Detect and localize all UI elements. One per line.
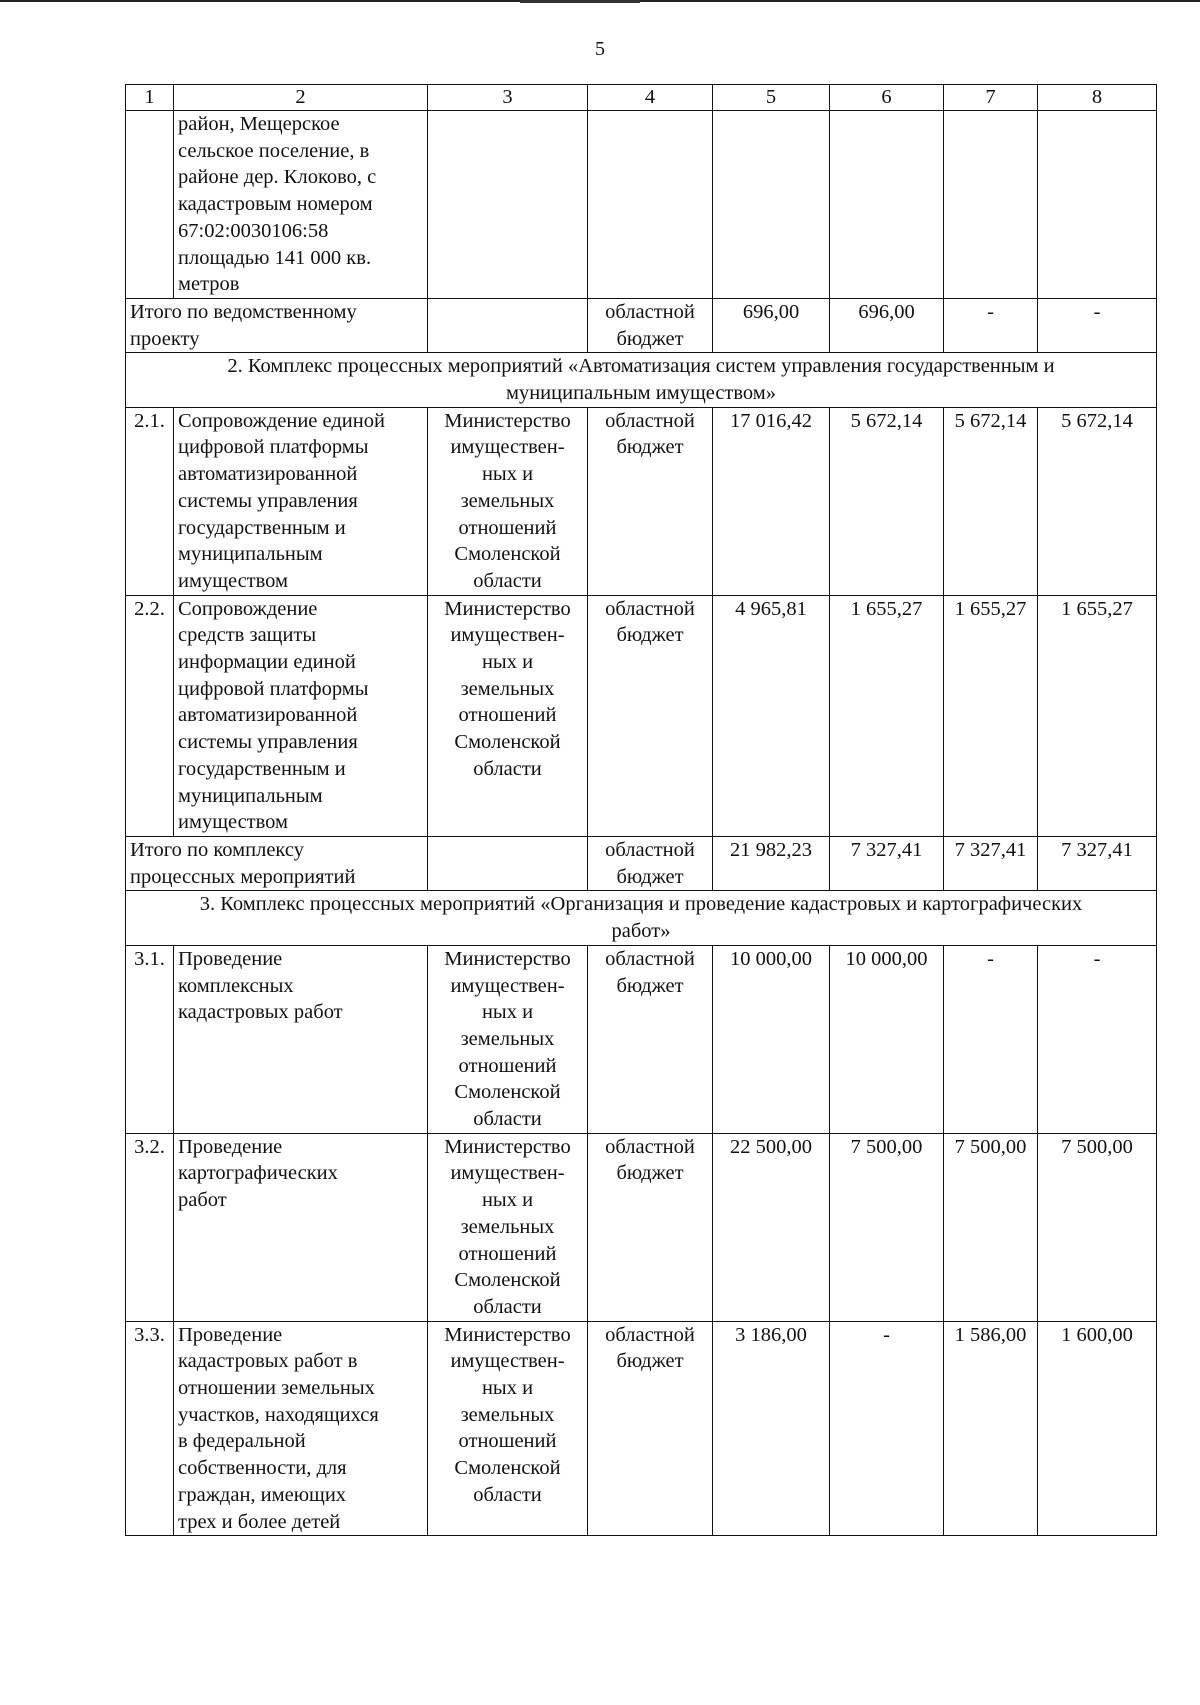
funding-source: областной бюджет: [588, 1133, 713, 1321]
amount-total: 10 000,00: [713, 945, 830, 1133]
row-number: [126, 111, 174, 299]
section-heading-row: [126, 891, 1157, 945]
column-number: 6: [830, 85, 944, 111]
amount-year2: 1 655,27: [944, 595, 1038, 836]
row-number: 2.2.: [126, 595, 174, 836]
amount-year1: 7 327,41: [830, 836, 944, 890]
total-complex-row: [126, 836, 1157, 890]
amount-year2: -: [944, 298, 1038, 352]
amount-year1: 696,00: [830, 298, 944, 352]
amount-total: 3 186,00: [713, 1321, 830, 1536]
activity-name: Проведение комплексных кадастровых работ: [174, 945, 428, 1133]
amount-year3: 1 655,27: [1038, 595, 1157, 836]
activity-name: район, Мещерское сельское поселение, в районе дер. Клоково, с кадастровым номером 67:02:0030106:58 площадью 141 000 кв. метров: [174, 111, 428, 299]
column-number: 4: [588, 85, 713, 111]
column-number-row: [126, 85, 1157, 111]
funding-source: областной бюджет: [588, 407, 713, 595]
activity-name: Сопровождение средств защиты информации единой цифровой платформы автоматизированной системы управления государственным и муниципальным имуществом: [174, 595, 428, 836]
table-row: [126, 1133, 1157, 1321]
amount-year1: 7 500,00: [830, 1133, 944, 1321]
activity-name: Сопровождение единой цифровой платформы автоматизированной системы управления государственным и муниципальным имуществом: [174, 407, 428, 595]
amount-year3: -: [1038, 298, 1157, 352]
table-row: [126, 407, 1157, 595]
amount-year2: 7 327,41: [944, 836, 1038, 890]
budget-table: [125, 84, 1157, 1536]
table-row: [126, 595, 1157, 836]
funding-source: областной бюджет: [588, 1321, 713, 1536]
section-heading-row: [126, 353, 1157, 407]
continuation-row: [126, 111, 1157, 299]
column-number: 1: [126, 85, 174, 111]
amount-year3: 1 600,00: [1038, 1321, 1157, 1536]
total-project-row: [126, 298, 1157, 352]
activity-name: Проведение кадастровых работ в отношении земельных участков, находящихся в федеральной собственности, для граждан, имеющих трех и более детей: [174, 1321, 428, 1536]
activity-name: Проведение картографических работ: [174, 1133, 428, 1321]
amount-year3: -: [1038, 945, 1157, 1133]
total-label: Итого по комплексу процессных мероприятий: [126, 836, 428, 890]
amount-total: 696,00: [713, 298, 830, 352]
amount-year2: -: [944, 945, 1038, 1133]
column-number: 2: [174, 85, 428, 111]
amount-year3: 5 672,14: [1038, 407, 1157, 595]
column-number: 5: [713, 85, 830, 111]
row-number: 2.1.: [126, 407, 174, 595]
amount-year1: 5 672,14: [830, 407, 944, 595]
responsible-body: Министерство имуществен- ных и земельных отношений Смоленской области: [428, 407, 588, 595]
funding-source: областной бюджет: [588, 298, 713, 352]
column-number: 8: [1038, 85, 1157, 111]
table-row: [126, 945, 1157, 1133]
column-number: 3: [428, 85, 588, 111]
page-number: 5: [595, 38, 605, 60]
responsible-body: Министерство имуществен- ных и земельных отношений Смоленской области: [428, 595, 588, 836]
amount-total: 22 500,00: [713, 1133, 830, 1321]
section-heading: 3. Комплекс процессных мероприятий «Организация и проведение кадастровых и картографических работ»: [126, 891, 1157, 945]
column-number: 7: [944, 85, 1038, 111]
funding-source: областной бюджет: [588, 836, 713, 890]
amount-year2: 5 672,14: [944, 407, 1038, 595]
amount-total: 17 016,42: [713, 407, 830, 595]
row-number: 3.1.: [126, 945, 174, 1133]
total-label: Итого по ведомственному проекту: [126, 298, 428, 352]
amount-year3: 7 327,41: [1038, 836, 1157, 890]
funding-source: областной бюджет: [588, 595, 713, 836]
row-number: 3.3.: [126, 1321, 174, 1536]
responsible-body: Министерство имуществен- ных и земельных отношений Смоленской области: [428, 1133, 588, 1321]
funding-source: областной бюджет: [588, 945, 713, 1133]
responsible-body: Министерство имуществен- ных и земельных отношений Смоленской области: [428, 945, 588, 1133]
amount-year2: 7 500,00: [944, 1133, 1038, 1321]
row-number: 3.2.: [126, 1133, 174, 1321]
amount-year3: 7 500,00: [1038, 1133, 1157, 1321]
responsible-body: Министерство имуществен- ных и земельных отношений Смоленской области: [428, 1321, 588, 1536]
amount-year1: 1 655,27: [830, 595, 944, 836]
amount-total: 4 965,81: [713, 595, 830, 836]
amount-year1: 10 000,00: [830, 945, 944, 1133]
amount-year2: 1 586,00: [944, 1321, 1038, 1536]
scan-edge-mark: [520, 0, 640, 3]
amount-total: 21 982,23: [713, 836, 830, 890]
section-heading: 2. Комплекс процессных мероприятий «Автоматизация систем управления государственным и муниципальным имуществом»: [126, 353, 1157, 407]
amount-year1: -: [830, 1321, 944, 1536]
table-row: [126, 1321, 1157, 1536]
